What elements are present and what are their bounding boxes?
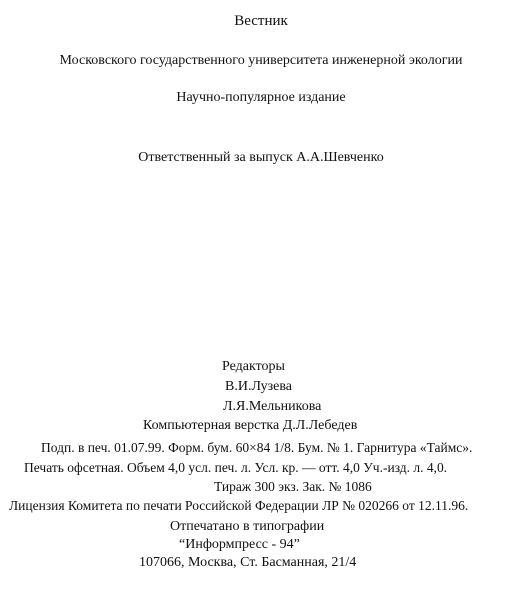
journal-title: Вестник xyxy=(234,13,288,29)
edition-type: Научно-популярное издание xyxy=(176,90,346,105)
editor-name: В.И.Лузева xyxy=(225,379,292,394)
imprint-signed-to-print: Подп. в печ. 01.07.99. Форм. бум. 60×84 1/8. Бум. № 1. Гарнитура «Таймс». xyxy=(41,440,473,455)
imprint-circulation: Тираж 300 экз. Зак. № 1086 xyxy=(214,479,372,494)
imprint-print-volume: Печать офсетная. Объем 4,0 усл. печ. л. Усл. кр. — отт. 4,0 Уч.-изд. л. 4,0. xyxy=(24,460,448,475)
publisher-name: Московского государственного университета инженерной экологии xyxy=(59,53,463,68)
imprint-license: Лицензия Комитета по печати Российской Федерации ЛР № 020266 от 12.11.96. xyxy=(9,498,469,513)
printer-address: 107066, Москва, Ст. Басманная, 21/4 xyxy=(139,555,357,570)
printer-label: Отпечатано в типографии xyxy=(170,519,325,534)
printer-name: “Информпресс - 94” xyxy=(179,537,300,552)
editors-heading: Редакторы xyxy=(222,359,285,374)
layout-credit: Компьютерная верстка Д.Л.Лебедев xyxy=(143,418,358,433)
editor-name: Л.Я.Мельникова xyxy=(223,399,322,414)
responsible-editor: Ответственный за выпуск А.А.Шевченко xyxy=(138,150,384,165)
